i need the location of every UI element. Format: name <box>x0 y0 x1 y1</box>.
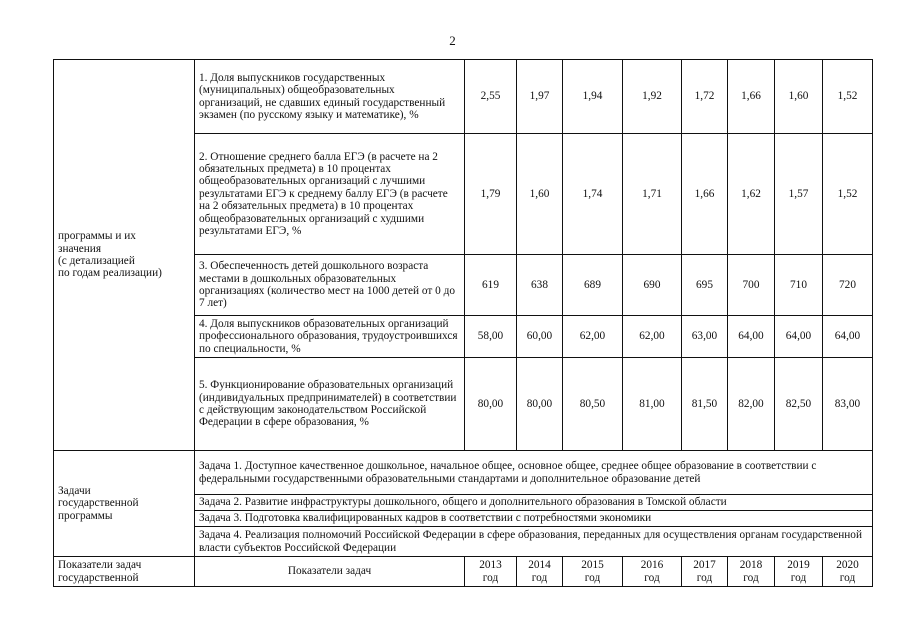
task-indicators-header-row <box>54 557 873 587</box>
task-text: Задача 4. Реализация полномочий Российской Федерации в сфере образования, переданных для осуществления органам государственной власти субъектов Российской Федерации <box>195 527 873 557</box>
indicator-value: 2,55 <box>465 60 517 134</box>
indicator-value: 700 <box>728 255 775 316</box>
indicator-value: 710 <box>775 255 823 316</box>
year-suffix: год <box>743 571 759 584</box>
indicator-value: 1,79 <box>465 134 517 255</box>
indicator-text: 2. Отношение среднего балла ЕГЭ (в расчете на 2 обязательных предмета) в 10 процентах общеобразовательных организаций с лучшими результатами ЕГЭ к среднему баллу ЕГЭ (в расчете на 2 обязательных предмета) в 10 процентах общеобразовательных организаций с худшими результатами ЕГЭ, % <box>195 134 465 255</box>
year-header <box>775 557 823 587</box>
indicator-value: 1,74 <box>563 134 623 255</box>
indicator-value: 82,50 <box>775 358 823 451</box>
indicator-value: 63,00 <box>682 316 728 358</box>
indicator-value: 80,50 <box>563 358 623 451</box>
year-header <box>728 557 775 587</box>
year-header <box>517 557 563 587</box>
year-suffix: год <box>584 571 601 584</box>
year-suffix: год <box>482 571 499 584</box>
indicator-value: 62,00 <box>623 316 682 358</box>
indicator-value: 1,57 <box>775 134 823 255</box>
year-header <box>563 557 623 587</box>
indicator-row-1 <box>54 60 873 134</box>
year-header <box>465 557 517 587</box>
indicator-value: 1,60 <box>517 134 563 255</box>
year-number: 2016 <box>640 559 664 572</box>
indicator-text: 5. Функционирование образовательных организаций (индивидуальных предпринимателей) в соответствии с действующим законодательством Российской Федерации в сфере образования, % <box>195 358 465 451</box>
task-text: Задача 1. Доступное качественное дошкольное, начальное общее, основное общее, среднее общее образование в соответствии с федеральными государственными образовательными стандартами и дополнительное образование детей <box>195 451 873 495</box>
year-number: 2013 <box>479 559 502 572</box>
indicator-value: 62,00 <box>563 316 623 358</box>
program-indicators-label: программы и их значения (с детализацией по годам реализации) <box>54 60 195 451</box>
indicator-value: 1,52 <box>823 134 873 255</box>
indicator-value: 81,50 <box>682 358 728 451</box>
indicator-value: 1,71 <box>623 134 682 255</box>
indicator-value: 64,00 <box>775 316 823 358</box>
year-header <box>623 557 682 587</box>
indicator-value: 1,66 <box>728 60 775 134</box>
indicator-text: 3. Обеспеченность детей дошкольного возраста местами в дошкольных образовательных организациях (количество мест на 1000 детей от 0 до 7 лет) <box>195 255 465 316</box>
year-number: 2020 <box>836 559 859 572</box>
indicator-text: 4. Доля выпускников образовательных организаций профессионального образования, трудоустроившихся по специальности, % <box>195 316 465 358</box>
task-text: Задача 2. Развитие инфраструктуры дошкольного, общего и дополнительного образования в Томской области <box>195 495 873 511</box>
program-passport-table <box>53 59 873 587</box>
year-suffix: год <box>790 571 807 584</box>
indicator-value: 83,00 <box>823 358 873 451</box>
indicator-value: 1,52 <box>823 60 873 134</box>
year-header <box>823 557 873 587</box>
year-number: 2017 <box>693 559 716 572</box>
year-number: 2019 <box>787 559 810 572</box>
indicator-value: 60,00 <box>517 316 563 358</box>
year-number: 2015 <box>581 559 604 572</box>
page-number: 2 <box>449 33 456 48</box>
year-suffix: год <box>531 571 548 584</box>
indicator-value: 1,72 <box>682 60 728 134</box>
year-suffix: год <box>696 571 713 584</box>
indicator-value: 80,00 <box>517 358 563 451</box>
indicator-value: 638 <box>517 255 563 316</box>
task-indicators-header: Показатели задач <box>195 557 465 587</box>
indicator-value: 720 <box>823 255 873 316</box>
year-number: 2014 <box>528 559 551 572</box>
indicator-value: 1,97 <box>517 60 563 134</box>
indicator-value: 82,00 <box>728 358 775 451</box>
indicator-value: 58,00 <box>465 316 517 358</box>
indicator-value: 64,00 <box>728 316 775 358</box>
indicator-value: 619 <box>465 255 517 316</box>
year-header <box>682 557 728 587</box>
indicator-value: 81,00 <box>623 358 682 451</box>
indicator-value: 690 <box>623 255 682 316</box>
indicator-value: 1,60 <box>775 60 823 134</box>
tasks-label: Задачи государственной программы <box>54 451 195 557</box>
indicator-value: 689 <box>563 255 623 316</box>
task-row-1 <box>54 451 873 495</box>
indicator-text: 1. Доля выпускников государственных (муниципальных) общеобразовательных организаций, не сдавших единый государственный экзамен (по русскому языку и математике), % <box>195 60 465 134</box>
task-indicators-label: Показатели задач государственной <box>54 557 195 587</box>
indicator-value: 1,92 <box>623 60 682 134</box>
indicator-value: 695 <box>682 255 728 316</box>
indicator-value: 1,62 <box>728 134 775 255</box>
task-text: Задача 3. Подготовка квалифицированных кадров в соответствии с потребностями экономики <box>195 511 873 527</box>
indicator-value: 64,00 <box>823 316 873 358</box>
indicator-value: 1,66 <box>682 134 728 255</box>
year-suffix: год <box>839 571 856 584</box>
year-number: 2018 <box>739 559 763 572</box>
indicator-value: 80,00 <box>465 358 517 451</box>
year-suffix: год <box>644 571 660 584</box>
indicator-value: 1,94 <box>563 60 623 134</box>
